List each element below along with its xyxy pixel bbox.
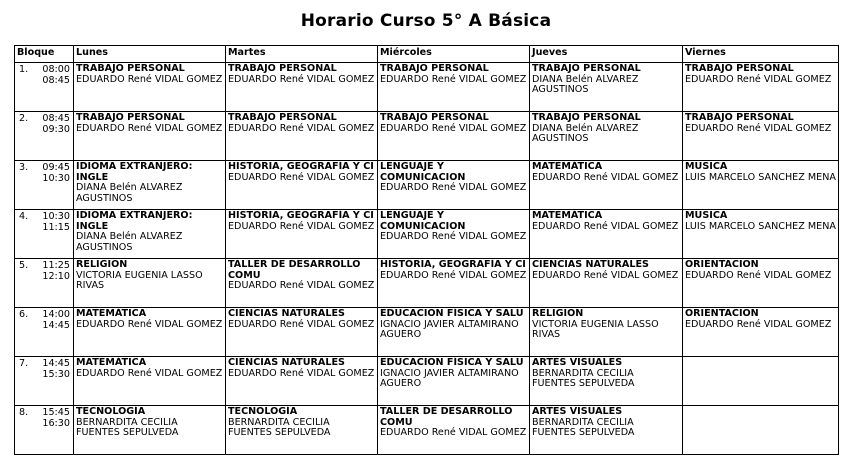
class-cell xyxy=(683,308,839,357)
header-miercoles: Miércoles xyxy=(378,46,530,63)
class-cell xyxy=(378,63,530,112)
block-number: 2. xyxy=(19,113,29,124)
block-end-time: 11:15 xyxy=(42,222,70,233)
class-cell xyxy=(530,210,683,259)
subject-name: TRABAJO PERSONAL xyxy=(380,63,489,74)
teacher-name: EDUARDO René VIDAL GOMEZ xyxy=(685,73,832,85)
teacher-name: EDUARDO René VIDAL GOMEZ xyxy=(380,122,527,134)
class-cell xyxy=(378,406,530,455)
header-martes: Martes xyxy=(226,46,378,63)
teacher-name: EDUARDO René VIDAL GOMEZ xyxy=(380,427,527,439)
class-cell xyxy=(74,357,226,406)
block-start-time: 08:00 xyxy=(42,64,70,75)
schedule-body xyxy=(15,63,839,455)
class-cell xyxy=(226,308,378,357)
subject-name: TALLER DE DESARROLLO COMU xyxy=(228,259,361,281)
teacher-name: EDUARDO René VIDAL GOMEZ xyxy=(228,318,375,330)
block-number: 8. xyxy=(19,407,29,418)
subject-name: EDUCACIÓN FÍSICA Y SALU xyxy=(380,308,524,319)
teacher-name: EDUARDO René VIDAL GOMEZ xyxy=(380,182,527,194)
teacher-name: EDUARDO René VIDAL GOMEZ xyxy=(380,73,527,85)
subject-name: LENGUAJE Y COMUNICACION xyxy=(380,161,466,183)
class-cell xyxy=(683,112,839,161)
class-cell xyxy=(226,112,378,161)
class-cell xyxy=(74,112,226,161)
header-viernes: Viernes xyxy=(683,46,839,63)
block-start-time: 11:25 xyxy=(42,260,70,271)
class-cell xyxy=(530,63,683,112)
subject-name: CIENCIAS NATURALES xyxy=(228,357,345,368)
class-cell xyxy=(74,406,226,455)
teacher-name: IGNACIO JAVIER ALTAMIRANO AGUERO xyxy=(380,367,519,390)
teacher-name: BERNARDITA CECILIA FUENTES SEPULVEDA xyxy=(532,416,635,439)
subject-name: LENGUAJE Y COMUNICACION xyxy=(380,210,466,232)
block-cell xyxy=(15,308,74,357)
block-start-time: 14:45 xyxy=(42,358,70,369)
subject-name: MATEMÁTICA xyxy=(532,161,603,172)
class-cell xyxy=(683,210,839,259)
subject-name: ORIENTACIÓN xyxy=(685,308,759,319)
class-cell xyxy=(683,406,839,455)
block-end-time: 14:45 xyxy=(42,320,70,331)
table-row xyxy=(15,63,839,112)
block-number: 3. xyxy=(19,162,29,173)
teacher-name: DIANA Belén ALVAREZ AGUSTINOS xyxy=(76,182,183,204)
subject-name: TRABAJO PERSONAL xyxy=(685,112,794,123)
teacher-name: LUIS MARCELO SANCHEZ MENA xyxy=(685,171,836,183)
subject-name: TRABAJO PERSONAL xyxy=(380,112,489,123)
teacher-name: EDUARDO René VIDAL GOMEZ xyxy=(76,122,223,134)
subject-name: MATEMÁTICA xyxy=(76,357,147,368)
block-end-time: 10:30 xyxy=(42,173,70,184)
class-cell xyxy=(530,259,683,308)
subject-name: RELIGIÓN xyxy=(76,259,128,270)
class-cell xyxy=(226,406,378,455)
block-number: 4. xyxy=(19,211,29,222)
block-cell xyxy=(15,63,74,112)
teacher-name: BERNARDITA CECILIA FUENTES SEPULVEDA xyxy=(228,416,331,439)
class-cell xyxy=(530,406,683,455)
block-end-time: 12:10 xyxy=(42,271,70,282)
teacher-name: IGNACIO JAVIER ALTAMIRANO AGUERO xyxy=(380,318,519,341)
teacher-name: EDUARDO René VIDAL GOMEZ xyxy=(532,171,679,183)
block-start-time: 09:45 xyxy=(42,162,70,173)
teacher-name: EDUARDO René VIDAL GOMEZ xyxy=(685,122,832,134)
teacher-name: EDUARDO René VIDAL GOMEZ xyxy=(228,280,375,292)
subject-name: RELIGIÓN xyxy=(532,308,584,319)
teacher-name: EDUARDO René VIDAL GOMEZ xyxy=(228,73,375,85)
subject-name: EDUCACIÓN FÍSICA Y SALU xyxy=(380,357,524,368)
header-lunes: Lunes xyxy=(74,46,226,63)
subject-name: TRABAJO PERSONAL xyxy=(532,63,641,74)
teacher-name: EDUARDO René VIDAL GOMEZ xyxy=(380,231,527,243)
subject-name: TECNOLOGÍA xyxy=(228,406,298,417)
class-cell xyxy=(683,161,839,210)
teacher-name: EDUARDO René VIDAL GOMEZ xyxy=(76,73,223,85)
subject-name: CIENCIAS NATURALES xyxy=(228,308,345,319)
block-cell xyxy=(15,112,74,161)
teacher-name: EDUARDO René VIDAL GOMEZ xyxy=(685,269,832,281)
teacher-name: EDUARDO René VIDAL GOMEZ xyxy=(685,318,832,330)
block-cell xyxy=(15,259,74,308)
class-cell xyxy=(683,357,839,406)
block-end-time: 08:45 xyxy=(42,75,70,86)
block-start-time: 08:45 xyxy=(42,113,70,124)
subject-name: MATEMÁTICA xyxy=(76,308,147,319)
class-cell xyxy=(530,161,683,210)
class-cell xyxy=(74,259,226,308)
teacher-name: EDUARDO René VIDAL GOMEZ xyxy=(228,122,375,134)
class-cell xyxy=(74,63,226,112)
teacher-name: LUIS MARCELO SANCHEZ MENA xyxy=(685,220,836,232)
class-cell xyxy=(74,161,226,210)
schedule-table xyxy=(14,45,839,455)
block-start-time: 14:00 xyxy=(42,309,70,320)
block-end-time: 16:30 xyxy=(42,418,70,429)
table-row xyxy=(15,406,839,455)
subject-name: IDIOMA EXTRANJERO: INGLE xyxy=(76,161,193,183)
teacher-name: EDUARDO René VIDAL GOMEZ xyxy=(76,367,223,379)
class-cell xyxy=(226,210,378,259)
class-cell xyxy=(74,308,226,357)
subject-name: TRABAJO PERSONAL xyxy=(228,63,337,74)
teacher-name: EDUARDO René VIDAL GOMEZ xyxy=(532,269,679,281)
subject-name: ARTES VISUALES xyxy=(532,406,623,417)
class-cell xyxy=(226,259,378,308)
subject-name: TALLER DE DESARROLLO COMU xyxy=(380,406,513,428)
class-cell xyxy=(226,161,378,210)
table-row xyxy=(15,161,839,210)
block-end-time: 15:30 xyxy=(42,369,70,380)
subject-name: TRABAJO PERSONAL xyxy=(685,63,794,74)
teacher-name: BERNARDITA CECILIA FUENTES SEPULVEDA xyxy=(532,367,635,390)
block-number: 7. xyxy=(19,358,29,369)
table-row xyxy=(15,357,839,406)
block-number: 5. xyxy=(19,260,29,271)
subject-name: MATEMÁTICA xyxy=(532,210,603,221)
class-cell xyxy=(378,308,530,357)
teacher-name: DIANA Belén ALVAREZ AGUSTINOS xyxy=(532,73,639,96)
header-bloque: Bloque xyxy=(15,46,74,63)
subject-name: CIENCIAS NATURALES xyxy=(532,259,649,270)
class-cell xyxy=(530,308,683,357)
class-cell xyxy=(378,210,530,259)
block-number: 1. xyxy=(19,64,29,75)
block-number: 6. xyxy=(19,309,29,320)
subject-name: ARTES VISUALES xyxy=(532,357,623,368)
subject-name: HISTORIA, GEOGRAFÍA Y CI xyxy=(228,210,374,221)
subject-name: TECNOLOGÍA xyxy=(76,406,146,417)
class-cell xyxy=(530,112,683,161)
subject-name: ORIENTACIÓN xyxy=(685,259,759,270)
teacher-name: EDUARDO René VIDAL GOMEZ xyxy=(76,318,223,330)
header-row xyxy=(15,46,839,63)
table-row xyxy=(15,259,839,308)
class-cell xyxy=(378,259,530,308)
teacher-name: DIANA Belén ALVAREZ AGUSTINOS xyxy=(532,122,639,145)
subject-name: MÚSICA xyxy=(685,210,728,221)
class-cell xyxy=(683,63,839,112)
table-row xyxy=(15,210,839,259)
class-cell xyxy=(74,210,226,259)
subject-name: TRABAJO PERSONAL xyxy=(532,112,641,123)
subject-name: HISTORIA, GEOGRAFÍA Y CI xyxy=(380,259,526,270)
class-cell xyxy=(378,112,530,161)
header-jueves: Jueves xyxy=(530,46,683,63)
page-title: Horario Curso 5° A Básica xyxy=(300,11,552,31)
subject-name: IDIOMA EXTRANJERO: INGLE xyxy=(76,210,193,232)
class-cell xyxy=(683,259,839,308)
block-cell xyxy=(15,210,74,259)
teacher-name: EDUARDO René VIDAL GOMEZ xyxy=(380,269,527,281)
subject-name: TRABAJO PERSONAL xyxy=(76,112,185,123)
table-row xyxy=(15,308,839,357)
subject-name: TRABAJO PERSONAL xyxy=(76,63,185,74)
block-start-time: 15:45 xyxy=(42,407,70,418)
class-cell xyxy=(378,357,530,406)
teacher-name: VICTORIA EUGENIA LASSO RIVAS xyxy=(532,318,659,341)
block-cell xyxy=(15,357,74,406)
table-row xyxy=(15,112,839,161)
teacher-name: EDUARDO René VIDAL GOMEZ xyxy=(228,220,375,232)
block-cell xyxy=(15,406,74,455)
teacher-name: VICTORIA EUGENIA LASSO RIVAS xyxy=(76,269,203,292)
teacher-name: EDUARDO René VIDAL GOMEZ xyxy=(532,220,679,232)
teacher-name: BERNARDITA CECILIA FUENTES SEPULVEDA xyxy=(76,416,179,439)
teacher-name: EDUARDO René VIDAL GOMEZ xyxy=(228,367,375,379)
block-start-time: 10:30 xyxy=(42,211,70,222)
subject-name: MÚSICA xyxy=(685,161,728,172)
class-cell xyxy=(530,357,683,406)
block-end-time: 09:30 xyxy=(42,124,70,135)
class-cell xyxy=(226,63,378,112)
subject-name: TRABAJO PERSONAL xyxy=(228,112,337,123)
block-cell xyxy=(15,161,74,210)
teacher-name: EDUARDO René VIDAL GOMEZ xyxy=(228,171,375,183)
subject-name: HISTORIA, GEOGRAFÍA Y CI xyxy=(228,161,374,172)
class-cell xyxy=(226,357,378,406)
teacher-name: DIANA Belén ALVAREZ AGUSTINOS xyxy=(76,231,183,253)
class-cell xyxy=(378,161,530,210)
